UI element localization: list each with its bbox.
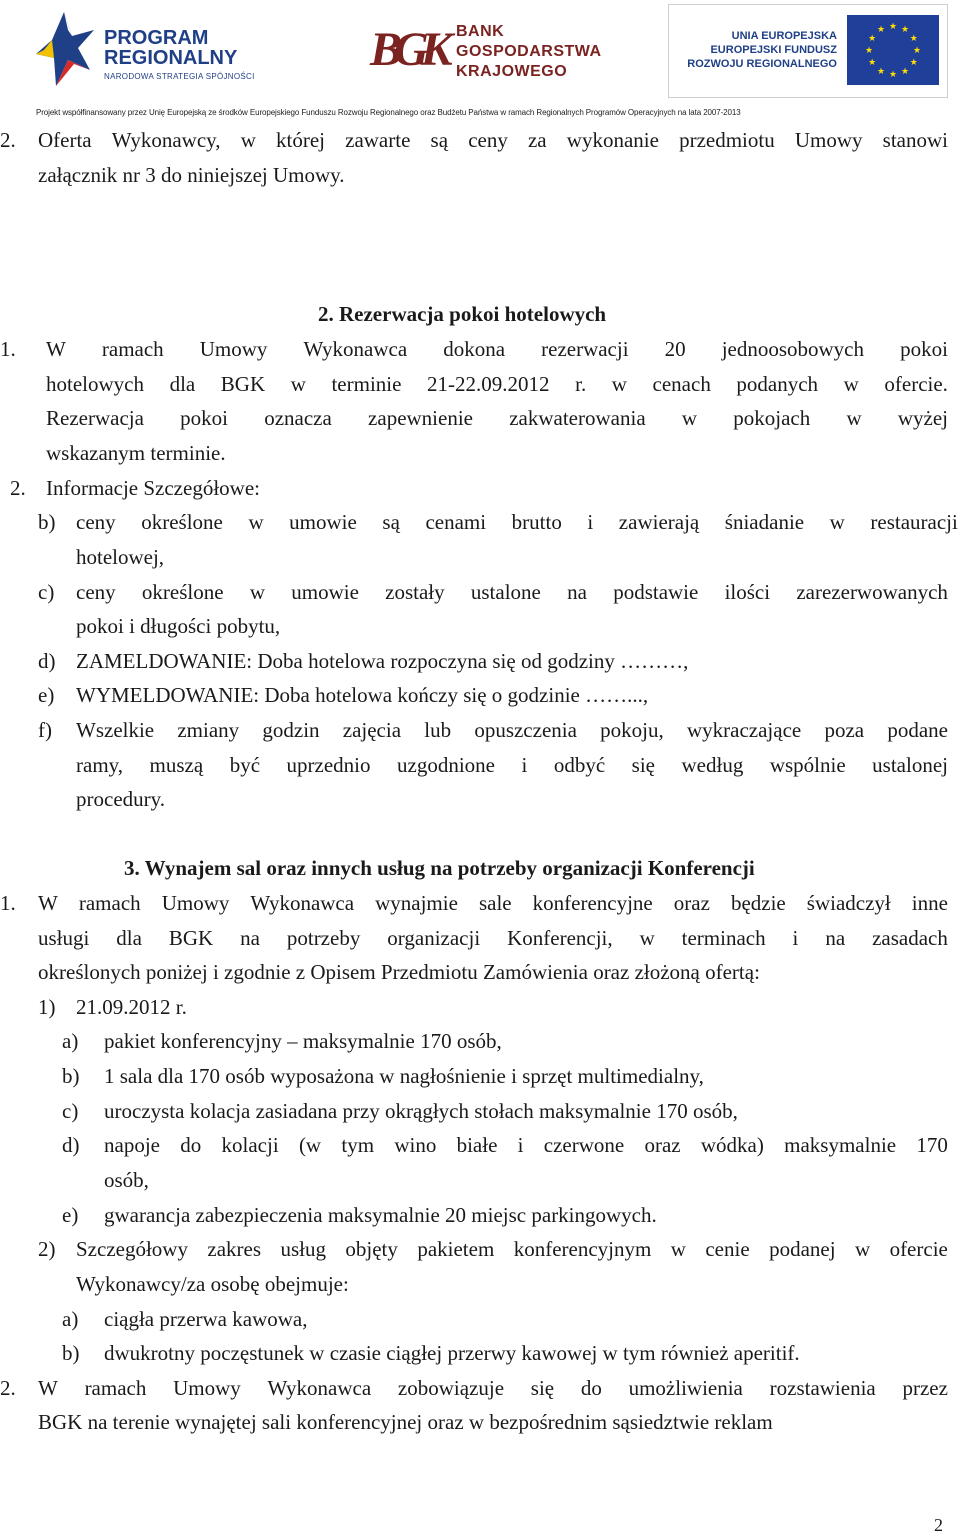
word: pokoju, — [600, 718, 664, 742]
word: przez — [902, 1376, 948, 1400]
word: umowie — [289, 510, 357, 534]
word: Rezerwacja — [46, 406, 144, 430]
word: ustalone — [470, 580, 541, 604]
word: ofercie — [889, 1237, 948, 1261]
word: zakres — [207, 1237, 262, 1261]
text-line: gwarancja zabezpieczenia maksymalnie 20 miejsc parkingowych. — [104, 1203, 657, 1227]
word: umożliwienia — [628, 1376, 743, 1400]
word: kolacji — [221, 1133, 279, 1157]
word: świadczył — [806, 891, 891, 915]
eu-star-icon: ★ — [900, 65, 910, 76]
text-line — [46, 406, 948, 430]
eu-star-icon: ★ — [888, 69, 898, 79]
section-heading: 3. Wynajem sal oraz innych usług na potrzeby organizacji Konferencji — [124, 856, 755, 880]
program-regionalny-logo — [34, 10, 284, 96]
word: Umowy — [161, 891, 230, 915]
word: Umowy — [173, 1376, 241, 1400]
word: w — [670, 1237, 686, 1261]
text-line — [38, 1376, 948, 1400]
list-number: 1. — [0, 891, 16, 915]
word: na — [240, 926, 260, 950]
word: wspólnie — [769, 753, 846, 777]
bgk-monogram-icon: BGK — [370, 23, 445, 76]
program-logo-title: PROGRAM REGIONALNY — [104, 27, 238, 69]
word: będzie — [730, 891, 786, 915]
eu-star-icon: ★ — [912, 45, 922, 55]
word: której — [276, 128, 325, 152]
list-number: 1) — [38, 995, 56, 1019]
word: w — [843, 372, 859, 396]
word: r. — [575, 372, 587, 396]
word: ustalonej — [872, 753, 948, 777]
word: zajęcia — [342, 718, 402, 742]
list-number: c) — [38, 580, 55, 604]
word: restauracji — [870, 510, 958, 534]
word: uzgodnione — [397, 753, 495, 777]
word: zasadach — [872, 926, 948, 950]
word: wykonanie — [566, 128, 659, 152]
word: Wszelkie — [76, 718, 155, 742]
word: Umowy — [199, 337, 268, 361]
word: Wykonawca — [250, 891, 355, 915]
word: W — [38, 1376, 58, 1400]
text-line: załącznik nr 3 do niniejszej Umowy. — [38, 163, 345, 187]
word: wynajmie — [375, 891, 458, 915]
word: (w — [298, 1133, 322, 1157]
word: sale — [478, 891, 512, 915]
word: objęty — [345, 1237, 398, 1261]
word: W — [46, 337, 66, 361]
list-number: a) — [62, 1307, 79, 1331]
text-line: WYMELDOWANIE: Doba hotelowa kończy się o godzinie ……..., — [76, 683, 649, 707]
word: usługi — [38, 926, 90, 950]
word: zarezerwowanych — [796, 580, 948, 604]
word: Umowy — [794, 128, 863, 152]
word: ramach — [78, 891, 141, 915]
word: podstawie — [613, 580, 699, 604]
word: podanych — [736, 372, 819, 396]
word: muszą — [149, 753, 204, 777]
eu-logo-text: UNIA EUROPEJSKA EUROPEJSKI FUNDUSZ ROZWOJU REGIONALNEGO — [687, 30, 837, 70]
list-number: 2. — [0, 1376, 16, 1400]
word: zobowiązuje — [397, 1376, 505, 1400]
bgk-logo-text: BANK GOSPODARSTWA KRAJOWEGO — [456, 23, 602, 80]
word: zostały — [385, 580, 445, 604]
text-line — [76, 1237, 948, 1261]
bgk-logo — [370, 18, 620, 98]
text-line — [46, 337, 948, 361]
word: i — [517, 1133, 524, 1157]
word: wódka) — [700, 1133, 764, 1157]
word: wykraczające — [686, 718, 802, 742]
word: rezerwacji — [541, 337, 629, 361]
list-number: c) — [62, 1099, 79, 1123]
text-line: Informacje Szczegółowe: — [46, 476, 260, 500]
list-number: f) — [38, 718, 52, 742]
word: pokojach — [733, 406, 811, 430]
text-line — [76, 580, 948, 604]
word: terminach — [681, 926, 766, 950]
list-number: b) — [62, 1064, 80, 1088]
word: Konferencji, — [507, 926, 613, 950]
word: uprzednio — [286, 753, 371, 777]
page-number: 2 — [934, 1515, 943, 1535]
word: potrzeby — [286, 926, 361, 950]
word: ceny — [76, 580, 116, 604]
eu-star-icon: ★ — [888, 21, 898, 31]
word: ceny — [468, 128, 508, 152]
text-line: dwukrotny poczęstunek w czasie ciągłej przerwy kawowej w tym również aperitif. — [104, 1341, 800, 1365]
word: oznacza — [264, 406, 332, 430]
word: w — [829, 510, 845, 534]
eu-star-icon: ★ — [868, 33, 877, 43]
word: na — [567, 580, 587, 604]
program-logo-subtitle: NARODOWA STRATEGIA SPÓJNOŚCI — [104, 72, 255, 81]
text-line: 1 sala dla 170 osób wyposażona w nagłośnienie i sprzęt multimedialny, — [104, 1064, 704, 1088]
word: zakwaterowania — [509, 406, 646, 430]
word: jednoosobowych — [721, 337, 865, 361]
word: Wykonawca — [267, 1376, 372, 1400]
text-line — [104, 1133, 948, 1157]
word: organizacji — [387, 926, 481, 950]
list-number: 2. — [0, 128, 16, 152]
word: być — [229, 753, 261, 777]
word: Wykonawcy, — [111, 128, 221, 152]
word: zawarte — [345, 128, 411, 152]
funding-note: Projekt współfinansowany przez Unię Europejską ze środków Europejskiego Funduszu Rozwoju Regionalnego oraz Budżetu Państwa w ramach Regionalnych Programów Operacyjnych na lata 2007-2013 — [36, 108, 741, 117]
word: do — [580, 1376, 602, 1400]
program-star-icon — [34, 10, 96, 90]
text-line: procedury. — [76, 787, 166, 811]
text-line: osób, — [104, 1168, 149, 1192]
word: opuszczenia — [474, 718, 577, 742]
eu-flag-icon — [847, 15, 939, 85]
word: oraz — [644, 1133, 681, 1157]
word: ofercie. — [884, 372, 948, 396]
text-line: ciągła przerwa kawowa, — [104, 1307, 308, 1331]
word: 21-22.09.2012 — [427, 372, 550, 396]
list-number: b) — [62, 1341, 80, 1365]
word: pokoi — [180, 406, 228, 430]
word: określone — [141, 510, 223, 534]
word: w — [846, 406, 862, 430]
list-number: 1. — [0, 337, 16, 361]
word: BGK — [220, 372, 266, 396]
word: są — [382, 510, 400, 534]
word: i — [587, 510, 594, 534]
word: stanowi — [882, 128, 948, 152]
word: i — [521, 753, 528, 777]
text-line — [38, 926, 948, 950]
word: pakietem — [417, 1237, 495, 1261]
word: na — [825, 926, 846, 950]
word: są — [430, 128, 449, 152]
word: białe — [456, 1133, 498, 1157]
word: napoje — [104, 1133, 160, 1157]
word: w — [248, 510, 264, 534]
word: dokona — [443, 337, 506, 361]
section-heading: 2. Rezerwacja pokoi hotelowych — [318, 302, 607, 326]
word: odbyć — [553, 753, 606, 777]
word: cenie — [705, 1237, 750, 1261]
word: umowie — [291, 580, 359, 604]
word: inne — [911, 891, 948, 915]
word: lub — [424, 718, 452, 742]
eu-fund-logo — [668, 4, 948, 98]
word: określone — [141, 580, 224, 604]
text-line — [76, 753, 948, 777]
text-line: pakiet konferencyjny – maksymalnie 170 osób, — [104, 1029, 502, 1053]
word: usług — [280, 1237, 326, 1261]
word: do — [180, 1133, 202, 1157]
word: dla — [169, 372, 196, 396]
word: cenami — [425, 510, 487, 534]
text-line: BGK na terenie wynajętej sali konferencyjnej oraz w bezpośrednim sąsiedztwie reklam — [38, 1410, 773, 1434]
text-line: wskazanym terminie. — [46, 441, 226, 465]
word: pokoi — [900, 337, 948, 361]
eu-star-icon: ★ — [868, 57, 877, 67]
text-line — [46, 372, 948, 396]
word: w — [240, 128, 256, 152]
text-line: hotelowej, — [76, 545, 165, 569]
word: cenach — [652, 372, 711, 396]
text-line — [76, 510, 958, 534]
word: W — [38, 891, 58, 915]
text-line: uroczysta kolacja zasiadana przy okrągłych stołach maksymalnie 170 osób, — [104, 1099, 738, 1123]
word: w — [639, 926, 655, 950]
word: Szczegółowy — [76, 1237, 188, 1261]
word: Wykonawca — [303, 337, 408, 361]
text-line — [38, 891, 948, 915]
list-number: 2) — [38, 1237, 56, 1261]
word: zawierają — [618, 510, 700, 534]
word: w — [611, 372, 627, 396]
word: poza — [824, 718, 865, 742]
word: BGK — [168, 926, 214, 950]
word: tym — [341, 1133, 375, 1157]
word: śniadanie — [724, 510, 805, 534]
eu-star-icon: ★ — [876, 24, 886, 35]
list-number: d) — [38, 649, 56, 673]
word: wino — [394, 1133, 437, 1157]
word: ramach — [84, 1376, 147, 1400]
word: godzin — [262, 718, 320, 742]
word: ilości — [724, 580, 771, 604]
document-header — [0, 0, 960, 128]
word: ceny — [76, 510, 116, 534]
text-line — [76, 718, 948, 742]
text-line — [38, 128, 948, 152]
word: podanej — [769, 1237, 836, 1261]
word: się — [631, 753, 655, 777]
text-line: określonych poniżej i zgodnie z Opisem Przedmiotu Zamówienia oraz złożoną ofertą: — [38, 960, 760, 984]
word: w — [854, 1237, 871, 1261]
list-number: e) — [38, 683, 55, 707]
word: zmiany — [177, 718, 240, 742]
word: maksymalnie — [784, 1133, 897, 1157]
list-number: e) — [62, 1203, 79, 1227]
list-number: b) — [38, 510, 56, 534]
word: dla — [116, 926, 142, 950]
word: w — [290, 372, 306, 396]
text-line: 21.09.2012 r. — [76, 995, 187, 1019]
word: za — [527, 128, 547, 152]
word: zapewnienie — [368, 406, 473, 430]
word: przedmiotu — [679, 128, 775, 152]
word: podane — [887, 718, 948, 742]
list-number: 2. — [10, 476, 26, 500]
word: i — [792, 926, 799, 950]
eu-star-icon: ★ — [900, 24, 910, 35]
word: czerwone — [543, 1133, 625, 1157]
word: ramy, — [76, 753, 124, 777]
word: Oferta — [38, 128, 92, 152]
word: terminie — [331, 372, 402, 396]
eu-star-icon: ★ — [909, 57, 918, 67]
word: w — [249, 580, 265, 604]
word: rozstawienia — [769, 1376, 876, 1400]
word: brutto — [511, 510, 562, 534]
eu-star-icon: ★ — [864, 45, 874, 55]
eu-star-icon: ★ — [876, 65, 886, 76]
list-number: d) — [62, 1133, 80, 1157]
word: według — [681, 753, 744, 777]
word: ramach — [101, 337, 164, 361]
text-line: ZAMELDOWANIE: Doba hotelowa rozpoczyna się od godziny ………, — [76, 649, 689, 673]
word: 20 — [664, 337, 686, 361]
word: wyżej — [897, 406, 948, 430]
list-number: a) — [62, 1029, 79, 1053]
word: w — [681, 406, 698, 430]
eu-star-icon: ★ — [909, 33, 918, 43]
text-line: pokoi i długości pobytu, — [76, 614, 281, 638]
word: 170 — [916, 1133, 948, 1157]
word: oraz — [673, 891, 710, 915]
word: hotelowych — [46, 372, 144, 396]
word: się — [530, 1376, 555, 1400]
word: konferencyjne — [532, 891, 653, 915]
word: konferencyjnym — [513, 1237, 652, 1261]
text-line: Wykonawcy/za osobę obejmuje: — [76, 1272, 349, 1296]
